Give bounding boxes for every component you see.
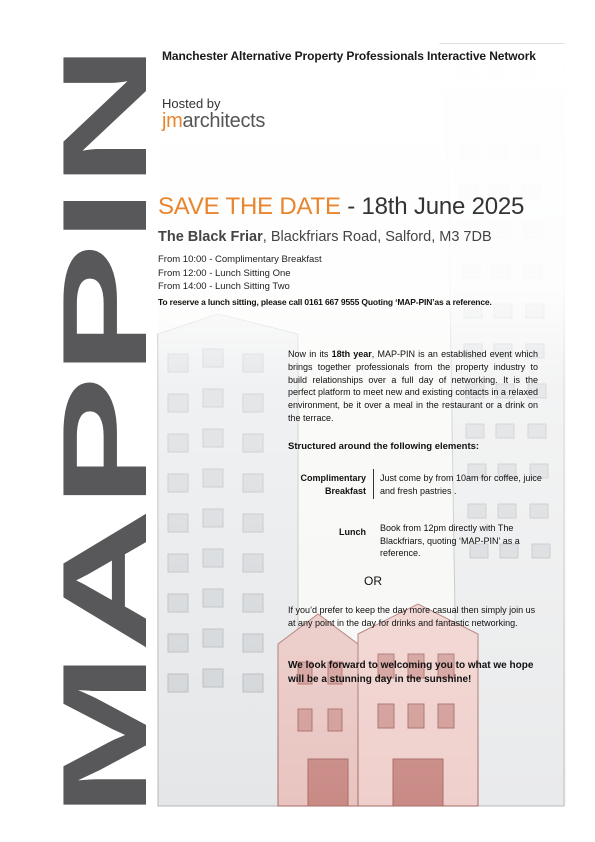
- vertical-title-text: MAPPIN: [38, 351, 172, 818]
- venue-line: [158, 229, 492, 245]
- reservation-note: To reserve a lunch sitting, please call 0161 667 9555 Quoting ‘MAP-PIN’as a reference.: [158, 297, 492, 307]
- event-date: - 18th June 2025: [340, 193, 525, 220]
- element-label: Lunch: [339, 527, 366, 537]
- intro-part-1: Now in its: [288, 349, 332, 359]
- intro-year: 18th year: [331, 349, 372, 359]
- element-description: Book from 12pm directly with The Blackfriars, quoting ‘MAP-PIN’ as a reference.: [380, 523, 520, 558]
- schedule-item: From 12:00 - Lunch Sitting One: [158, 267, 291, 279]
- save-the-date-heading: [158, 193, 524, 221]
- hosted-by-label: Hosted by: [162, 96, 221, 111]
- intro-part-2: , MAP-PIN is an established event which brings together professionals from the property industry to build relationships over a full day of networking. It is the perfect platform to meet new and existing contacts in a relaxed environment, be it over a meal in the restaurant or a drink on the terrace.: [288, 349, 538, 423]
- schedule-list: [158, 253, 322, 294]
- jm-architects-logo: [162, 110, 265, 133]
- intro-paragraph: [288, 348, 538, 425]
- element-label: Complimentary Breakfast: [300, 473, 366, 496]
- save-the-date-label: SAVE THE DATE: [158, 193, 341, 220]
- element-description: Just come by from 10am for coffee, juice and fresh pastries .: [380, 473, 542, 496]
- venue-name: The Black Friar: [158, 229, 263, 245]
- schedule-item: From 14:00 - Lunch Sitting Two: [158, 281, 290, 292]
- elements-heading: Structured around the following elements:: [288, 441, 480, 452]
- casual-paragraph: If you’d prefer to keep the day more casual then simply join us at any point in the day for drinks and fantastic networking.: [288, 605, 536, 628]
- building-sketch-illustration: [158, 44, 566, 806]
- vertical-title: [36, 40, 172, 820]
- schedule-item: From 10:00 - Complimentary Breakfast: [158, 254, 322, 265]
- or-separator: OR: [364, 574, 382, 588]
- closing-message: We look forward to welcoming you to what we hope will be a stunning day in the sunshine!: [288, 660, 534, 685]
- logo-architects: architects: [182, 110, 266, 132]
- logo-jm: jm: [162, 110, 183, 132]
- network-title: Manchester Alternative Property Professionals Interactive Network: [162, 49, 536, 63]
- venue-address: , Blackfriars Road, Salford, M3 7DB: [262, 229, 492, 245]
- elements-divider: [373, 469, 374, 499]
